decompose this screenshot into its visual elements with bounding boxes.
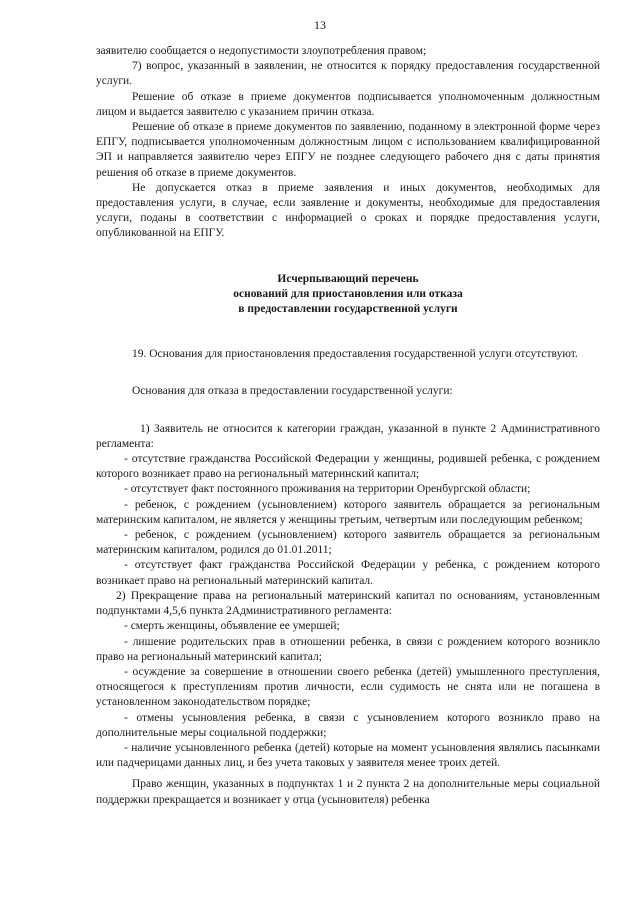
sub-item: - отсутствие гражданства Российской Федерации у женщины, родившей ребенка, с рождением которого возникает право на региональный материнский капитал; <box>96 453 600 481</box>
paragraph: заявителю сообщается о недопустимости злоупотребления правом; <box>96 45 427 57</box>
sub-item: - отмены усыновления ребенка, в связи с усыновлением которого возникло право на дополнительные меры социальной поддержки; <box>96 711 600 739</box>
document-body <box>96 44 600 808</box>
refusal-intro: Основания для отказа в предоставлении государственной услуги: <box>132 385 453 398</box>
sub-item: - осуждение за совершение в отношении своего ребенка (детей) умышленного преступления, относящегося к преступлениям против личности, если судимость не снята или не погашена в установленном законодательством порядке; <box>96 665 600 709</box>
paragraph: Решение об отказе в приеме документов по заявлению, поданному в электронной форме через ЕПГУ, подписывается уполномоченным должностным лицом с использованием квалифицированной ЭП и направляется заявителю через ЕПГУ не позднее следующего рабочего дня с даты принятия решения об отказе в приеме документов. <box>96 121 600 179</box>
sub-item: - отсутствует факт постоянного проживания на территории Оренбургской области; <box>124 483 531 496</box>
sub-item: - смерть женщины, объявление ее умершей; <box>124 620 340 633</box>
paragraph: Право женщин, указанных в подпунктах 1 и 2 пункта 2 на дополнительные меры социальной поддержки прекращается и возникает у отца (усыновителя) ребенка <box>96 778 600 806</box>
heading-line: Исчерпывающий перечень <box>277 272 419 285</box>
paragraph: 7) вопрос, указанный в заявлении, не относится к порядку предоставления государственной услуги. <box>96 60 600 88</box>
paragraph-19: 19. Основания для приостановления предоставления государственной услуги отсутствуют. <box>132 348 578 361</box>
sub-item: - лишение родительских прав в отношении ребенка, в связи с рождением которого возникло право на региональный материнский капитал; <box>96 635 600 663</box>
sub-item: - отсутствует факт гражданства Российской Федерации у ребенка, с рождением которого возникает право на региональный материнский капитал. <box>96 559 600 587</box>
heading-line: оснований для приостановления или отказа <box>233 287 463 300</box>
sub-item: - ребенок, с рождением (усыновлением) которого заявитель обращается за региональным материнским капиталом, родился до 01.01.2011; <box>96 529 600 557</box>
sub-item: - наличие усыновленного ребенка (детей) которые на момент усыновления являлись пасынками или падчерицами данных лиц, и без учета таковых у заявителя менее троих детей. <box>96 741 600 770</box>
paragraph: Решение об отказе в приеме документов подписывается уполномоченным должностным лицом и выдается заявителю с указанием причин отказа. <box>96 90 600 118</box>
page-number: 13 <box>314 18 326 32</box>
paragraph: Не допускается отказ в приеме заявления и иных документов, необходимых для предоставления услуги, в случае, если заявление и документы, необходимые для предоставления услуги, поданы в соответствии с информацией о сроках и порядке предоставления услуги, опубликованной на ЕПГУ. <box>96 181 600 240</box>
list-item: 2) Прекращение права на региональный материнский капитал по основаниям, установленным подпунктами 4,5,6 пункта 2Административного регламента: <box>96 589 600 618</box>
sub-item: - ребенок, с рождением (усыновлением) которого заявитель обращается за региональным материнским капиталом, не является у женщины третьим, четвертым или последующим ребенком; <box>96 498 600 526</box>
heading-line: в предоставлении государственной услуги <box>238 303 458 316</box>
section-heading <box>96 272 600 318</box>
list-item: 1) Заявитель не относится к категории граждан, указанной в пункте 2 Административного регламента: <box>96 422 600 450</box>
